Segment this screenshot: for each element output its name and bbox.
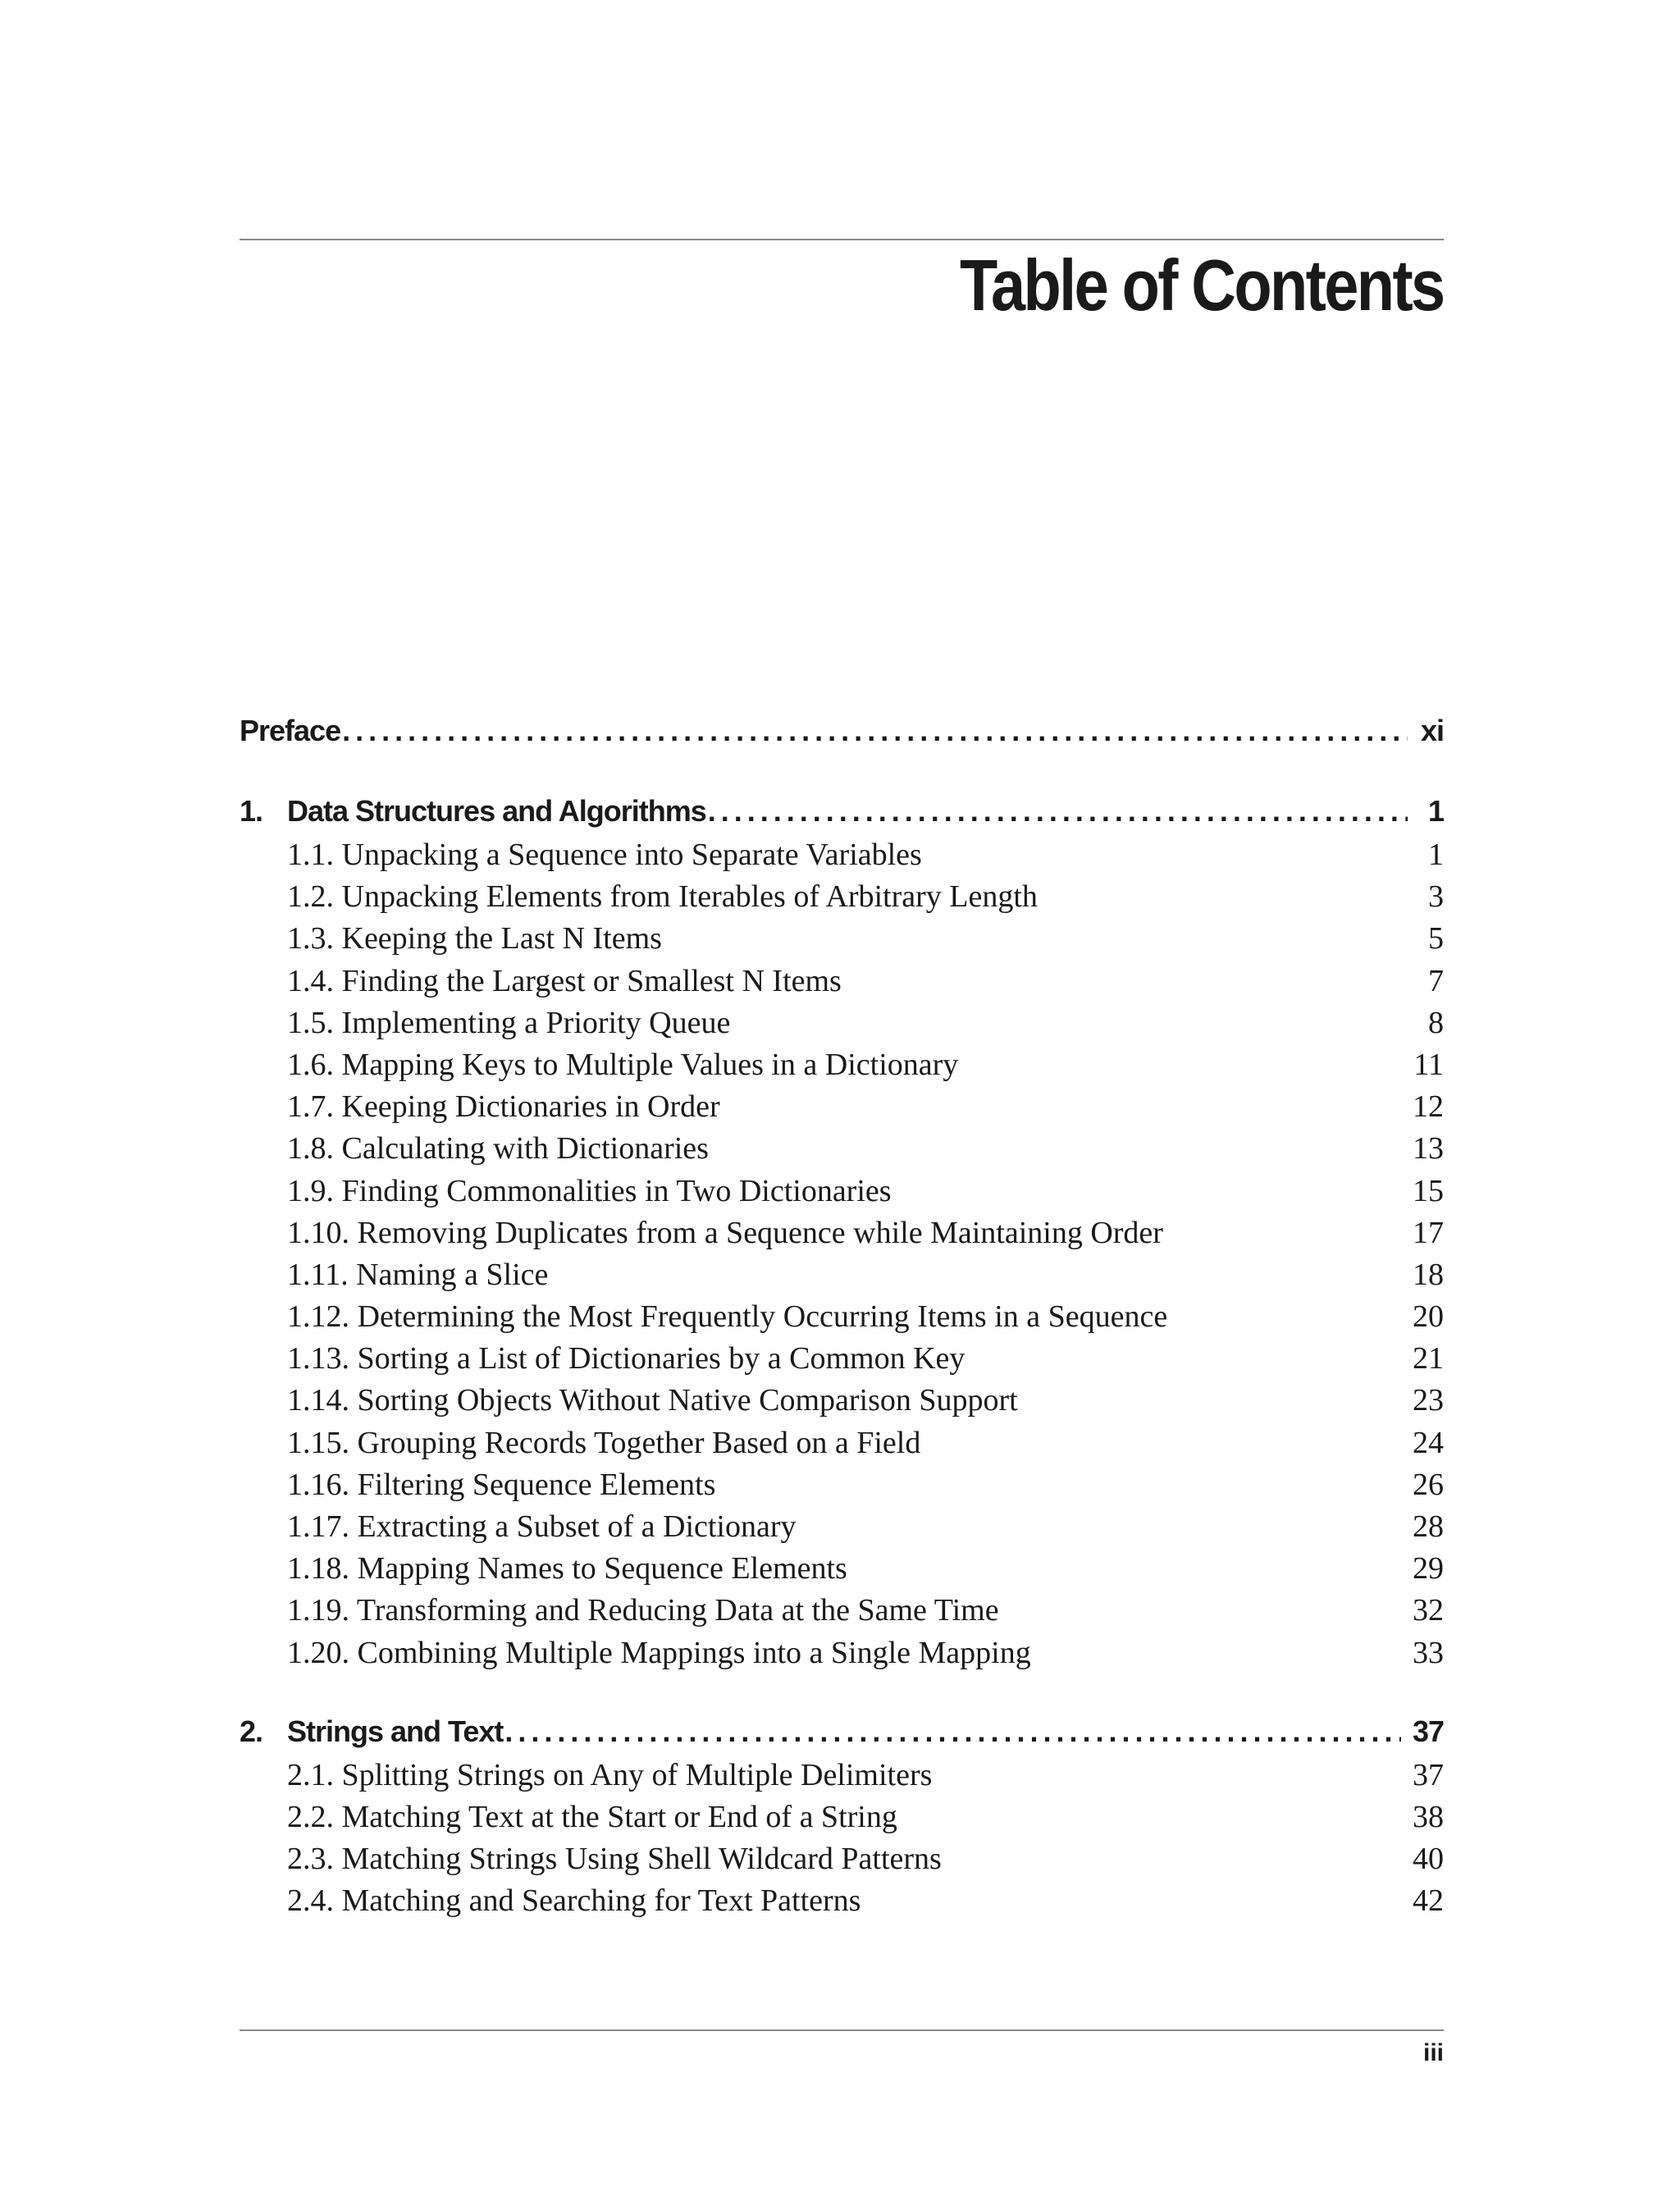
chapter-1-block [240,794,1444,1677]
toc-entry-section[interactable] [287,1382,1444,1424]
section-title: 1.10. Removing Duplicates from a Sequence while Maintaining Order [287,1215,1163,1250]
toc-entry-section[interactable] [287,1340,1444,1382]
toc-entry-section[interactable] [287,1089,1444,1130]
toc-entry-chapter-2[interactable] [240,1714,1444,1757]
toc-entry-section[interactable] [287,1215,1444,1257]
section-page: 42 [1413,1883,1444,1919]
toc-entry-section[interactable] [287,1550,1444,1592]
section-page: 17 [1413,1215,1444,1250]
top-rule [240,239,1444,240]
section-page: 38 [1413,1799,1444,1834]
toc-entry-section[interactable] [287,1635,1444,1677]
toc-entry-section[interactable] [287,1757,1444,1799]
section-page: 1 [1428,838,1444,872]
toc-entry-section[interactable] [287,1047,1444,1089]
section-title: 1.3. Keeping the Last N Items [287,921,662,956]
section-title: 2.1. Splitting Strings on Any of Multiple Delimiters [287,1757,933,1792]
chapter-number: 1. [240,794,263,828]
section-page: 13 [1413,1131,1444,1166]
chapter-title: Data Structures and Algorithms [287,794,706,828]
toc-entry-section[interactable] [287,1257,1444,1299]
section-page: 11 [1413,1047,1444,1082]
section-page: 23 [1413,1383,1444,1418]
section-page: 21 [1413,1341,1444,1376]
section-title: 1.5. Implementing a Priority Queue [287,1005,731,1040]
section-page: 24 [1413,1425,1444,1460]
toc-entry-preface[interactable] [240,714,1444,756]
section-title: 1.17. Extracting a Subset of a Dictionary [287,1509,797,1544]
section-title: 1.13. Sorting a List of Dictionaries by a Common Key [287,1341,966,1376]
preface-label: Preface [240,714,341,747]
section-title: 1.14. Sorting Objects Without Native Comparison Support [287,1383,1018,1418]
section-title: 1.1. Unpacking a Sequence into Separate Variables [287,838,922,872]
section-title: 1.2. Unpacking Elements from Iterables of Arbitrary Length [287,879,1038,915]
section-page: 5 [1428,921,1444,956]
section-page: 29 [1413,1551,1444,1586]
section-page: 28 [1413,1509,1444,1544]
section-page: 33 [1413,1635,1444,1670]
toc-entry-section[interactable] [287,963,1444,1005]
section-title: 1.15. Grouping Records Together Based on a Field [287,1425,921,1460]
chapter-page: 1 [1427,794,1444,828]
section-page: 12 [1413,1089,1444,1125]
toc-entry-section[interactable] [287,1173,1444,1215]
chapter-number: 2. [240,1714,263,1748]
section-title: 1.12. Determining the Most Frequently Occurring Items in a Sequence [287,1299,1168,1335]
toc-entry-section[interactable] [287,1425,1444,1467]
section-page: 3 [1428,879,1444,915]
dot-leader [342,714,1408,748]
section-title: 2.3. Matching Strings Using Shell Wildcard Patterns [287,1842,942,1877]
page-title: Table of Contents [960,244,1444,326]
toc-entry-section[interactable] [287,1130,1444,1172]
section-page: 20 [1413,1299,1444,1335]
section-page: 7 [1428,963,1444,998]
section-page: 40 [1413,1842,1444,1877]
section-title: 1.16. Filtering Sequence Elements [287,1467,716,1502]
preface-page: xi [1420,714,1444,747]
section-page: 26 [1413,1467,1444,1502]
section-title: 1.6. Mapping Keys to Multiple Values in a Dictionary [287,1047,959,1082]
section-title: 1.9. Finding Commonalities in Two Dictionaries [287,1173,892,1208]
section-page: 18 [1413,1257,1444,1292]
dot-leader [504,1714,1401,1749]
page-number: iii [1422,2039,1444,2066]
section-title: 1.4. Finding the Largest or Smallest N Items [287,963,842,998]
chapter-1-sections [287,837,1444,1677]
toc-entry-section[interactable] [287,879,1444,920]
toc-entry-section[interactable] [287,1509,1444,1550]
toc-entry-section[interactable] [287,1592,1444,1634]
toc-entry-section[interactable] [287,1799,1444,1841]
bottom-rule [240,2029,1444,2031]
section-title: 1.8. Calculating with Dictionaries [287,1131,709,1166]
section-title: 1.20. Combining Multiple Mappings into a Single Mapping [287,1635,1031,1670]
section-title: 1.11. Naming a Slice [287,1257,549,1292]
section-title: 1.18. Mapping Names to Sequence Elements [287,1551,847,1586]
chapter-title: Strings and Text [287,1714,504,1748]
section-title: 1.19. Transforming and Reducing Data at the Same Time [287,1593,999,1628]
section-title: 2.2. Matching Text at the Start or End of a String [287,1799,897,1834]
dot-leader [708,794,1408,829]
section-title: 2.4. Matching and Searching for Text Patterns [287,1883,861,1919]
toc-entry-section[interactable] [287,1841,1444,1883]
toc-entry-section[interactable] [287,837,1444,879]
toc-entry-section[interactable] [287,1883,1444,1924]
toc-entry-section[interactable] [287,1467,1444,1509]
section-page: 32 [1413,1593,1444,1628]
toc-entry-section[interactable] [287,1005,1444,1047]
toc-entry-section[interactable] [287,1299,1444,1340]
section-page: 8 [1428,1005,1444,1040]
chapter-page: 37 [1412,1714,1444,1748]
section-page: 15 [1413,1173,1444,1208]
toc-entry-section[interactable] [287,920,1444,962]
chapter-2-block [240,1714,1444,1925]
chapter-2-sections [287,1757,1444,1925]
section-page: 37 [1413,1757,1444,1792]
toc-list [240,714,1444,1963]
toc-entry-chapter-1[interactable] [240,794,1444,837]
section-title: 1.7. Keeping Dictionaries in Order [287,1089,720,1125]
